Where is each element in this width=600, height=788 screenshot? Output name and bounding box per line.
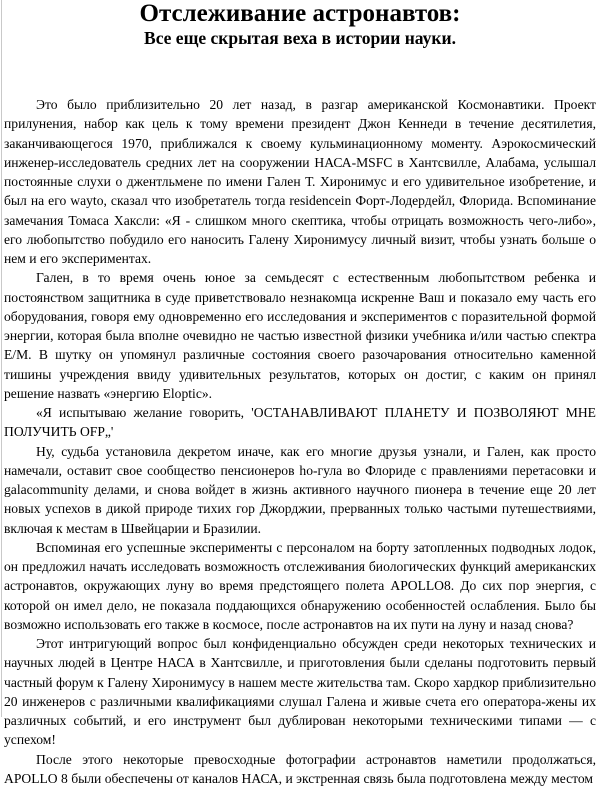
page-edge-divider	[1, 0, 2, 717]
paragraph: Ну, судьба установила декретом иначе, как его многие друзья узнали, и Гален, как просто намечали, оставит свое сообщество пенсионеров ho-гула во Флориде с правлениями перетасовки и galacommunity делами, и снова войдет в жизнь активного научного пионера в течение еще 20 лет новых успехов в дикой природе тихих гор Джорджии, прерванных только частыми путешествиями, включая к местам в Швейцарии и Бразилии.	[4, 442, 596, 538]
document-title: Отслеживание астронавтов:	[0, 0, 600, 28]
paragraph: Вспоминая его успешные эксперименты с персоналом на борту затопленных подводных лодок, он предложил начать исследовать возможность отслеживания биологических функций американских астронавтов, окружающих луну во время предстоящего полета APOLLO8. До сих пор энергия, с которой он имел дело, не показала поддающихся обнаружению особенностей ослабления. Было бы возможно использовать его также в космосе, после астронавтов на их пути на луну и назад снова?	[4, 538, 596, 634]
paragraph: После этого некоторые превосходные фотографии астронавтов наметили продолжаться, APOLLO 8 были обеспечены от каналов НАСА, и экстренная связь была подготовлена между местом	[4, 750, 596, 788]
paragraph: Этот интригующий вопрос был конфиденциально обсужден среди некоторых технических и научных людей в Центре НАСА в Хантсвилле, и приготовления были сделаны подготовить первый частный форум к Галену Хиронимусу в нашем месте жительства там. Скоро хардкор приблизительно 20 инженеров с различными квалификациями слушал Галена и живые счета его оператора-жены их различных событий, и его инструмент был дублирован некоторыми техническими типами — с успехом!	[4, 634, 596, 750]
paragraph: «Я испытываю желание говорить, 'ОСТАНАВЛИВАЮТ ПЛАНЕТУ И ПОЗВОЛЯЮТ МНЕ ПОЛУЧИТЬ OFP„'	[4, 403, 596, 442]
paragraph: Гален, в то время очень юное за семьдесят с естественным любопытством ребенка и постоянством защитника в суде приветствовало незнакомца искренне Ваш и показало ему часть его оборудования, говоря ему одновременно его исследования и экспериментов с поразительной формой энергии, которая была вполне очевидно не частью известной физики учебника и/или частью спектра E/M. В шутку он упомянул различные состояния своего разочарования относительно каменной тишины учреждения ввиду удивительных результатов, которых он достиг, с каким он принял решение назвать «энергию Eloptic».	[4, 268, 596, 403]
article-body	[4, 95, 596, 788]
paragraph: Это было приблизительно 20 лет назад, в разгар американской Космонавтики. Проект прилунения, набор как цель к тому времени президент Джон Кеннеди в течение десятилетия, заканчивающегося 1970, приближался к своему кульминационному моменту. Аэрокосмический инженер-исследователь средних лет на сооружении НАСА-MSFC в Хантсвилле, Алабама, услышал постоянные слухи о джентльмене по имени Гален Т. Хиронимус и его удивительное изобретение, и был на его wayto, сказал что изобретатель тогда residencein Форт-Лодердейл, Флорида. Вспоминание замечания Томаса Хаксли: «Я - слишком много скептика, чтобы отрицать возможность чего-либо», его любопытство побудило его наносить Галену Хиронимусу личный визит, чтобы узнать больше о нем и его экспериментах.	[4, 95, 596, 268]
document-subtitle: Все еще скрытая веха в истории науки.	[0, 27, 600, 49]
